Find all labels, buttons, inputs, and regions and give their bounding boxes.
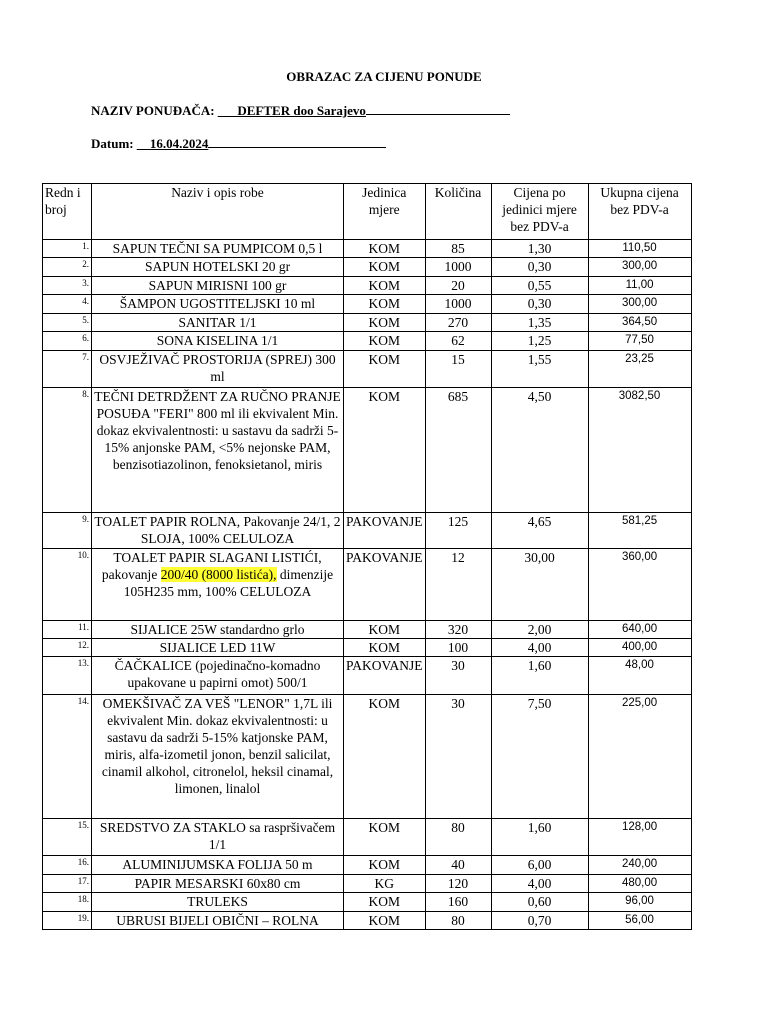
date-value: 16.04.2024	[149, 136, 209, 151]
row-number: 13.	[43, 657, 92, 695]
row-unit-price: 1,55	[491, 351, 588, 388]
bidder-trailing-blank	[366, 104, 510, 115]
row-total: 128,00	[588, 819, 691, 856]
row-unit: KOM	[344, 621, 426, 639]
row-number: 17.	[43, 875, 92, 893]
row-number: 3.	[43, 277, 92, 295]
table-row	[43, 513, 692, 549]
row-unit: PAKOVANJE	[344, 657, 426, 695]
row-unit-price: 0,30	[491, 295, 588, 314]
row-description: SONA KISELINA 1/1	[92, 332, 344, 351]
header-desc: Naziv i opis robe	[92, 184, 344, 240]
table-row	[43, 639, 692, 657]
row-quantity: 1000	[425, 258, 491, 277]
header-total: Ukupna cijena bez PDV-a	[588, 184, 691, 240]
row-unit-price: 1,25	[491, 332, 588, 351]
row-total: 364,50	[588, 314, 691, 332]
row-unit-price: 4,00	[491, 639, 588, 657]
table-row	[43, 332, 692, 351]
table-row	[43, 314, 692, 332]
row-number: 8.	[43, 388, 92, 513]
header-num: Redn i broj	[43, 184, 92, 240]
table-row	[43, 388, 692, 513]
row-unit-price: 4,50	[491, 388, 588, 513]
row-unit-price: 7,50	[491, 695, 588, 819]
row-total: 11,00	[588, 277, 691, 295]
table-row	[43, 819, 692, 856]
table-row	[43, 277, 692, 295]
row-number: 15.	[43, 819, 92, 856]
date-line	[91, 136, 386, 152]
row-quantity: 20	[425, 277, 491, 295]
row-unit-price: 0,30	[491, 258, 588, 277]
row-number: 1.	[43, 240, 92, 258]
table-row	[43, 856, 692, 875]
row-number: 16.	[43, 856, 92, 875]
row-quantity: 12	[425, 549, 491, 621]
row-quantity: 15	[425, 351, 491, 388]
row-total: 96,00	[588, 893, 691, 912]
row-quantity: 40	[425, 856, 491, 875]
row-total: 581,25	[588, 513, 691, 549]
row-total: 56,00	[588, 912, 691, 930]
row-unit: KOM	[344, 893, 426, 912]
table-row	[43, 621, 692, 639]
row-quantity: 120	[425, 875, 491, 893]
row-unit-price: 0,60	[491, 893, 588, 912]
row-unit: KOM	[344, 295, 426, 314]
row-number: 19.	[43, 912, 92, 930]
table-row	[43, 549, 692, 621]
table-header-row	[43, 184, 692, 240]
row-unit: PAKOVANJE	[344, 549, 426, 621]
date-trailing-blank	[208, 137, 386, 148]
row-unit: KOM	[344, 258, 426, 277]
header-price: Cijena po jedinici mjere bez PDV-a	[491, 184, 588, 240]
row-description: SAPUN HOTELSKI 20 gr	[92, 258, 344, 277]
row-total: 225,00	[588, 695, 691, 819]
row-number: 5.	[43, 314, 92, 332]
row-quantity: 125	[425, 513, 491, 549]
table-row	[43, 351, 692, 388]
row-unit-price: 1,35	[491, 314, 588, 332]
row-unit: KOM	[344, 240, 426, 258]
row-quantity: 320	[425, 621, 491, 639]
row-description: SANITAR 1/1	[92, 314, 344, 332]
row-description: ALUMINIJUMSKA FOLIJA 50 m	[92, 856, 344, 875]
row-number: 6.	[43, 332, 92, 351]
document-title: OBRAZAC ZA CIJENU PONUDE	[286, 69, 482, 84]
row-description: SAPUN MIRISNI 100 gr	[92, 277, 344, 295]
row-unit: KG	[344, 875, 426, 893]
row-number: 18.	[43, 893, 92, 912]
row-total: 400,00	[588, 639, 691, 657]
row-unit-price: 1,60	[491, 657, 588, 695]
row-unit-price: 1,30	[491, 240, 588, 258]
row-quantity: 270	[425, 314, 491, 332]
row-description	[92, 549, 344, 621]
table-row	[43, 240, 692, 258]
row-unit: PAKOVANJE	[344, 513, 426, 549]
row-number: 12.	[43, 639, 92, 657]
date-lead-blank: __	[136, 136, 150, 151]
row-description: SREDSTVO ZA STAKLO sa raspršivačem 1/1	[92, 819, 344, 856]
row-description: SIJALICE LED 11W	[92, 639, 344, 657]
row-total: 48,00	[588, 657, 691, 695]
row-total: 23,25	[588, 351, 691, 388]
row-description: TOALET PAPIR ROLNA, Pakovanje 24/1, 2 SLOJA, 100% CELULOZA	[92, 513, 344, 549]
row-number: 11.	[43, 621, 92, 639]
row-number: 10.	[43, 549, 92, 621]
row-total: 300,00	[588, 295, 691, 314]
row-unit-price: 30,00	[491, 549, 588, 621]
row-total: 77,50	[588, 332, 691, 351]
row-description: TRULEKS	[92, 893, 344, 912]
row-description: SAPUN TEČNI SA PUMPICOM 0,5 l	[92, 240, 344, 258]
row-unit: KOM	[344, 388, 426, 513]
row-unit: KOM	[344, 351, 426, 388]
price-offer-table	[42, 183, 692, 930]
row-unit: KOM	[344, 912, 426, 930]
row-quantity: 80	[425, 819, 491, 856]
bidder-label: NAZIV PONUĐAČA:	[91, 103, 215, 118]
row-quantity: 30	[425, 657, 491, 695]
row-unit-price: 1,60	[491, 819, 588, 856]
row-unit-price: 6,00	[491, 856, 588, 875]
row-description-part: TOALET PAPIR SLAGANI LISTIĆI, pakovanje	[101, 550, 322, 582]
row-unit: KOM	[344, 856, 426, 875]
row-number: 14.	[43, 695, 92, 819]
row-quantity: 30	[425, 695, 491, 819]
bidder-name: DEFTER doo Sarajevo	[237, 103, 366, 118]
row-unit-price: 0,55	[491, 277, 588, 295]
row-total: 640,00	[588, 621, 691, 639]
row-description: SIJALICE 25W standardno grlo	[92, 621, 344, 639]
row-description: OSVJEŽIVAČ PROSTORIJA (SPREJ) 300 ml	[92, 351, 344, 388]
row-total: 110,50	[588, 240, 691, 258]
row-unit: KOM	[344, 314, 426, 332]
table-row	[43, 893, 692, 912]
row-description: ŠAMPON UGOSTITELJSKI 10 ml	[92, 295, 344, 314]
row-quantity: 85	[425, 240, 491, 258]
row-unit: KOM	[344, 277, 426, 295]
row-description: TEČNI DETRDŽENT ZA RUČNO PRANJE POSUĐA "FERI" 800 ml ili ekvivalent Min. dokaz ekvivalentnosti: u sastavu da sadrži 5-15% anjonske PAM, <5% nejonske PAM, benzisotiazolinon, fenoksietanol, miris	[92, 388, 344, 513]
row-quantity: 80	[425, 912, 491, 930]
row-quantity: 1000	[425, 295, 491, 314]
row-unit: KOM	[344, 639, 426, 657]
header-unit: Jedinica mjere	[344, 184, 426, 240]
bidder-lead-blank: ___	[217, 103, 238, 118]
highlighted-packaging-text: 200/40 (8000 listića),	[160, 567, 277, 582]
date-label: Datum:	[91, 136, 134, 151]
row-quantity: 100	[425, 639, 491, 657]
row-description: PAPIR MESARSKI 60x80 cm	[92, 875, 344, 893]
table-row	[43, 657, 692, 695]
row-unit-price: 0,70	[491, 912, 588, 930]
table-row	[43, 695, 692, 819]
row-number: 2.	[43, 258, 92, 277]
row-unit: KOM	[344, 695, 426, 819]
bidder-line	[91, 103, 510, 119]
row-unit-price: 4,65	[491, 513, 588, 549]
row-description: UBRUSI BIJELI OBIČNI – ROLNA	[92, 912, 344, 930]
row-quantity: 685	[425, 388, 491, 513]
row-description-part: dimenzije 105H235 mm, 100% CELULOZA	[123, 567, 334, 599]
row-description: ČAČKALICE (pojedinačno-komadno upakovane u papirni omot) 500/1	[92, 657, 344, 695]
table-row	[43, 912, 692, 930]
row-unit-price: 2,00	[491, 621, 588, 639]
row-total: 240,00	[588, 856, 691, 875]
row-unit-price: 4,00	[491, 875, 588, 893]
row-unit: KOM	[344, 332, 426, 351]
row-quantity: 160	[425, 893, 491, 912]
row-total: 3082,50	[588, 388, 691, 513]
table-row	[43, 875, 692, 893]
table-row	[43, 295, 692, 314]
row-quantity: 62	[425, 332, 491, 351]
row-total: 480,00	[588, 875, 691, 893]
row-unit: KOM	[344, 819, 426, 856]
row-description: OMEKŠIVAČ ZA VEŠ "LENOR" 1,7L ili ekvivalent Min. dokaz ekvivalentnosti: u sastavu da sadrži 5-15% katjonske PAM, miris, alfa-izometil jonon, benzil salicilat, cinamil alkohol, citronelol, heksil cinamal, limonen, linalol	[92, 695, 344, 819]
header-qty: Količina	[425, 184, 491, 240]
row-total: 360,00	[588, 549, 691, 621]
table-row	[43, 258, 692, 277]
row-number: 4.	[43, 295, 92, 314]
row-total: 300,00	[588, 258, 691, 277]
row-number: 7.	[43, 351, 92, 388]
row-number: 9.	[43, 513, 92, 549]
